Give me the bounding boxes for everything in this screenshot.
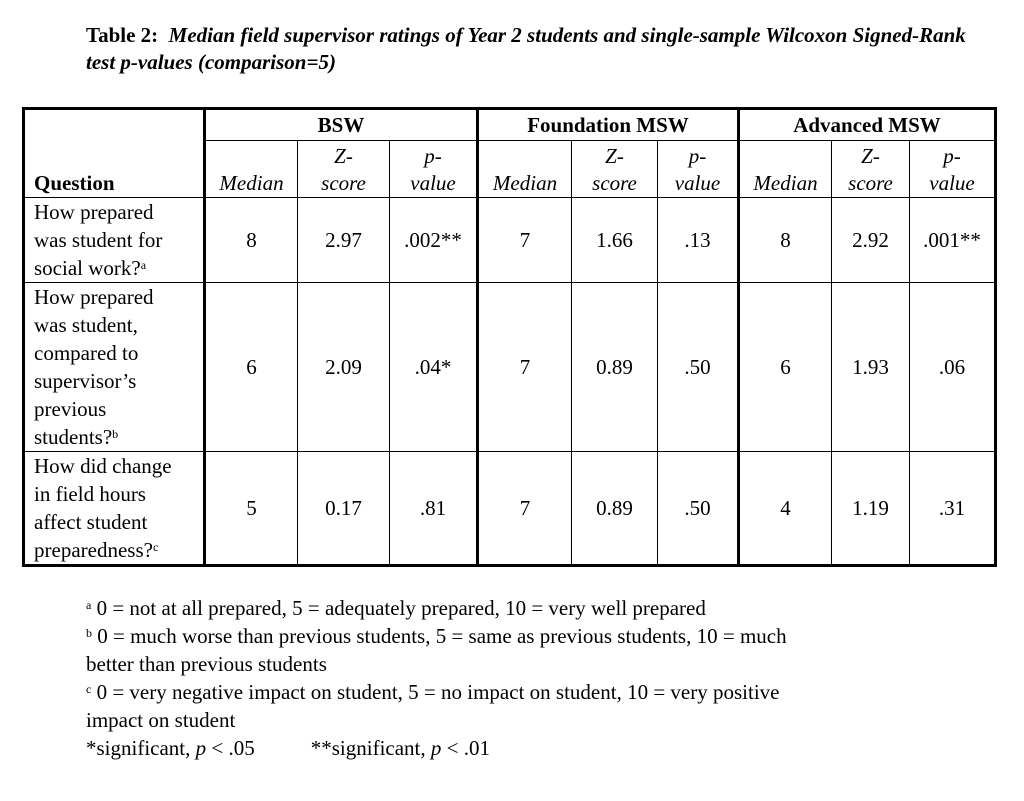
question-text: compared to [34, 341, 139, 365]
cell-foundation-msw-p-value: .13 [658, 198, 739, 283]
cell-bsw-p-value: .002** [390, 198, 478, 283]
table-notes [86, 594, 936, 762]
group-header-foundation-msw: Foundation MSW [478, 109, 739, 141]
group-header-bsw: BSW [205, 109, 478, 141]
question-cell [24, 452, 205, 566]
cell-advanced-msw-median: 6 [739, 283, 832, 452]
sub-header-advanced-msw-z-score [832, 141, 910, 198]
sub-header-text: p- [424, 144, 442, 168]
cell-advanced-msw-p-value: .001** [910, 198, 996, 283]
cell-advanced-msw-p-value: .06 [910, 283, 996, 452]
cell-advanced-msw-z-score: 1.19 [832, 452, 910, 566]
sub-header-text: value [674, 171, 721, 195]
significance-one-p: p [195, 736, 207, 760]
footnote-c [86, 678, 936, 734]
question-header: Question [24, 109, 205, 198]
cell-bsw-p-value: .04* [390, 283, 478, 452]
footnote-text: 0 = much worse than previous students, 5 = same as previous students, 10 = much [97, 624, 787, 648]
question-cell [24, 283, 205, 452]
question-text: How prepared [34, 200, 154, 224]
question-text: supervisor’s [34, 369, 137, 393]
sub-header-bsw-p-value [390, 141, 478, 198]
footnote-b [86, 622, 936, 678]
footnote-mark: a [86, 598, 92, 612]
sub-header-text: Z- [334, 144, 353, 168]
ratings-table [22, 107, 997, 567]
question-text: How prepared [34, 285, 154, 309]
sub-header-text: score [592, 171, 637, 195]
group-header-row [24, 109, 996, 141]
footnote-text: impact on student [86, 708, 236, 732]
footnote-mark: c [86, 682, 92, 696]
cell-bsw-z-score: 0.17 [298, 452, 390, 566]
sub-header-text: p- [943, 144, 961, 168]
sub-header-foundation-msw-p-value [658, 141, 739, 198]
cell-foundation-msw-z-score: 0.89 [572, 452, 658, 566]
sub-header-text: Median [753, 171, 818, 195]
caption-text: Median field supervisor ratings of Year 2 students and single-sample Wilcoxon Signed-Rank test p-values (comparison=5) [86, 23, 966, 74]
sub-header-advanced-msw-p-value [910, 141, 996, 198]
cell-foundation-msw-median: 7 [478, 198, 572, 283]
footnote-mark: b [86, 626, 92, 640]
cell-advanced-msw-median: 8 [739, 198, 832, 283]
cell-foundation-msw-median: 7 [478, 283, 572, 452]
question-cell [24, 198, 205, 283]
table-row [24, 198, 996, 283]
cell-advanced-msw-z-score: 2.92 [832, 198, 910, 283]
question-text: was student for [34, 228, 163, 252]
table-row [24, 452, 996, 566]
sub-header-text: Z- [861, 144, 880, 168]
significance-two-prefix: **significant, [310, 736, 431, 760]
sub-header-foundation-msw-median [478, 141, 572, 198]
sub-header-text: Median [492, 171, 558, 195]
sub-header-bsw-median [205, 141, 298, 198]
cell-bsw-median: 8 [205, 198, 298, 283]
significance-two-p: p [430, 736, 442, 760]
question-text: preparedness? [34, 538, 153, 562]
sub-header-advanced-msw-median [739, 141, 832, 198]
cell-foundation-msw-z-score: 1.66 [572, 198, 658, 283]
footnote-mark: c [152, 540, 159, 554]
footnote-mark: b [112, 427, 119, 441]
sub-header-text: p- [688, 144, 707, 168]
sub-header-text: value [410, 171, 456, 195]
table-caption [86, 22, 966, 76]
question-text: affect student [34, 510, 148, 534]
footnote-a [86, 594, 936, 622]
cell-bsw-p-value: .81 [390, 452, 478, 566]
significance-note [86, 734, 936, 762]
cell-bsw-median: 5 [205, 452, 298, 566]
question-text: was student, [34, 313, 138, 337]
sub-header-text: value [929, 171, 975, 195]
question-text: in field hours [34, 482, 146, 506]
cell-advanced-msw-p-value: .31 [910, 452, 996, 566]
question-text: social work? [34, 256, 141, 280]
sub-header-text: score [321, 171, 366, 195]
cell-bsw-median: 6 [205, 283, 298, 452]
table-row [24, 283, 996, 452]
cell-foundation-msw-median: 7 [478, 452, 572, 566]
sub-header-text: score [848, 171, 893, 195]
footnote-text: 0 = not at all prepared, 5 = adequately prepared, 10 = very well prepared [96, 596, 706, 620]
cell-foundation-msw-z-score: 0.89 [572, 283, 658, 452]
question-text: students? [34, 425, 113, 449]
footnote-text: 0 = very negative impact on student, 5 = no impact on student, 10 = very positive [96, 680, 780, 704]
significance-one-prefix: *significant, [86, 736, 196, 760]
caption-number: Table 2: [86, 23, 159, 47]
significance-one-threshold: < .05 [206, 736, 255, 760]
footnote-mark: a [140, 258, 147, 272]
cell-advanced-msw-median: 4 [739, 452, 832, 566]
cell-foundation-msw-p-value: .50 [658, 452, 739, 566]
cell-foundation-msw-p-value: .50 [658, 283, 739, 452]
question-text: previous [34, 397, 107, 421]
group-header-advanced-msw: Advanced MSW [739, 109, 996, 141]
sub-header-foundation-msw-z-score [572, 141, 658, 198]
cell-bsw-z-score: 2.09 [298, 283, 390, 452]
sub-header-text: Z- [605, 144, 624, 168]
sub-header-text: Median [219, 171, 284, 195]
question-text: How did change [34, 454, 172, 478]
footnote-text: better than previous students [86, 652, 327, 676]
cell-advanced-msw-z-score: 1.93 [832, 283, 910, 452]
cell-bsw-z-score: 2.97 [298, 198, 390, 283]
significance-two-threshold: < .01 [441, 736, 490, 760]
sub-header-bsw-z-score [298, 141, 390, 198]
